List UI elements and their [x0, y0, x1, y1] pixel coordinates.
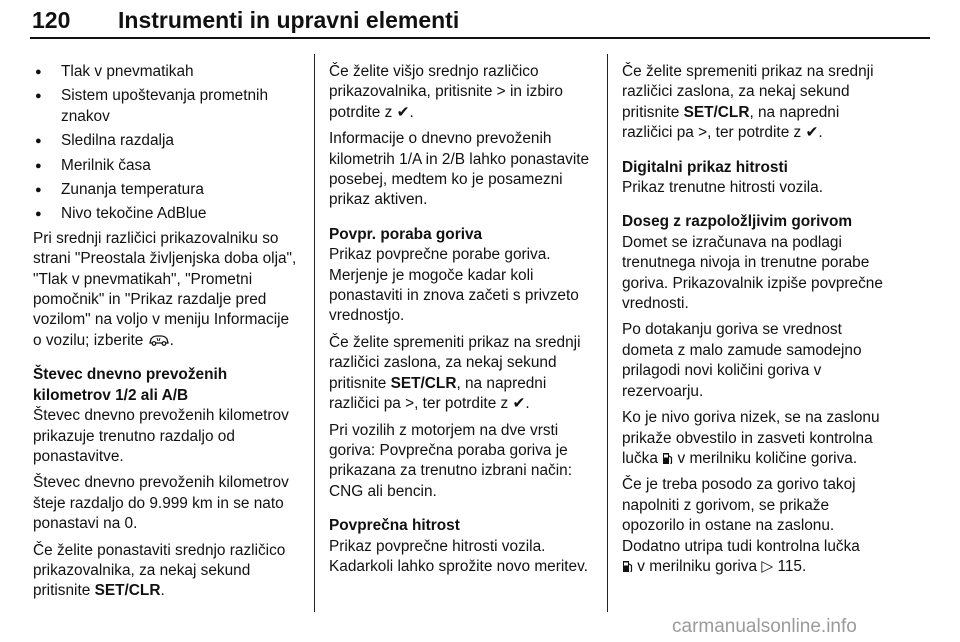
section-heading: Povpr. poraba goriva [329, 225, 483, 243]
fuel-pump-icon [622, 560, 633, 573]
paragraph: Če želite ponastaviti srednjo različico prikazovalnika, za nekaj sekund pritisnite SET/CLR. [33, 541, 286, 600]
section-heading: Digitalni prikaz hitrosti [622, 158, 788, 176]
chevron-right-icon: > [698, 124, 708, 142]
chevron-right-icon: > [496, 83, 506, 101]
paragraph: Števec dnevno prevoženih kilometrov šteje razdaljo do 9.999 km in se nato ponastavi na 0. [33, 474, 289, 533]
fuel-pump-icon [662, 452, 673, 465]
column-divider-2 [607, 54, 608, 612]
list-item: ● Tlak v pnevmatikah [33, 62, 301, 82]
list-item: ● Sledilna razdalja [33, 131, 301, 151]
paragraph: Če želite višjo srednjo različico prikazovalnika, pritisnite > in izbiro potrdite z ✔. [329, 62, 599, 123]
section-heading: Števec dnevno prevoženih kilometrov 1/2 ali A/B [33, 366, 228, 404]
check-icon: ✔ [805, 124, 819, 142]
button-name: SET/CLR [390, 374, 457, 392]
watermark: carmanualsonline.info [672, 616, 857, 637]
check-icon: ✔ [396, 103, 410, 121]
column-1 [33, 62, 301, 608]
paragraph: Prikaz povprečne porabe goriva. Merjenje je mogoče kadar koli ponastaviti in znova začeti s privzeto vrednostjo. [329, 246, 579, 325]
paragraph: Ko je nivo goriva nizek, se na zaslonu prikaže obvestilo in zasveti kontrolna lučka v merilniku količine goriva. [622, 409, 880, 467]
bullet-list [33, 62, 301, 225]
page-reference-icon: ▷ [761, 557, 774, 575]
paragraph: Po dotakanju goriva se vrednost dometa z malo zamude samodejno prilagodi novi količini goriva v rezervoarju. [622, 321, 862, 400]
page-reference[interactable]: 115. [777, 557, 807, 575]
list-item: ● Nivo tekočine AdBlue [33, 204, 301, 224]
paragraph: Prikaz trenutne hitrosti vozila. [622, 179, 824, 197]
paragraph: Domet se izračunava na podlagi trenutnega nivoja in trenutne porabe goriva. Prikazovalnik izpiše povprečne vrednosti. [622, 233, 883, 313]
paragraph: Pri vozilih z motorjem na dve vrsti goriva: Povprečna poraba goriva je prikazana za trenutno izbrani način: CNG ali bencin. [329, 421, 572, 500]
section-heading: Povprečna hitrost [329, 517, 460, 535]
paragraph: Informacije o dnevno prevoženih kilometrih 1/A in 2/B lahko ponastavite posebej, medtem ko je posamezni prikaz aktiven. [329, 130, 590, 209]
header-divider [30, 37, 930, 39]
paragraph: Pri srednji različici prikazovalniku so strani "Preostala življenjska doba olja", "Tlak v pnevmatikah", "Prometni pomočnik" in "Prikaz razdalje pred vozilom" na voljo v meniju Informacije o vozilu; izberite . [33, 229, 297, 349]
paragraph: Če želite spremeniti prikaz na srednji različici zaslona, za nekaj sekund pritisnite SET/CLR, na napredni različici pa >, ter potrdite z ✔. [329, 333, 599, 415]
page-number: 120 [32, 7, 71, 33]
list-item: ● Sistem upoštevanja prometnih znakov [33, 86, 301, 127]
page-title: Instrumenti in upravni elementi [118, 7, 460, 33]
button-name: SET/CLR [94, 582, 161, 600]
section-heading: Doseg z razpoložljivim gorivom [622, 213, 853, 231]
vehicle-info-icon [148, 334, 170, 346]
paragraph: Če je treba posodo za gorivo takoj napolniti z gorivom, se prikaže opozorilo in ostane na zaslonu. Dodatno utripa tudi kontrolna lučka v merilniku goriva ▷ 115. [622, 475, 892, 577]
column-divider-1 [314, 54, 315, 612]
list-item: ● Zunanja temperatura [33, 180, 301, 200]
chevron-right-icon: > [405, 395, 415, 413]
button-name: SET/CLR [683, 103, 750, 121]
paragraph: Števec dnevno prevoženih kilometrov prikazuje trenutno razdaljo od ponastavitve. [33, 407, 289, 465]
paragraph: Če želite spremeniti prikaz na srednji različici zaslona, za nekaj sekund pritisnite SET/CLR, na napredni različici pa >, ter potrdite z ✔. [622, 62, 892, 144]
paragraph: Prikaz povprečne hitrosti vozila. Kadarkoli lahko sprožite novo meritev. [329, 537, 588, 575]
column-2 [329, 62, 599, 583]
list-item: ● Merilnik časa [33, 156, 301, 176]
check-icon: ✔ [512, 395, 526, 413]
column-3 [622, 62, 892, 583]
